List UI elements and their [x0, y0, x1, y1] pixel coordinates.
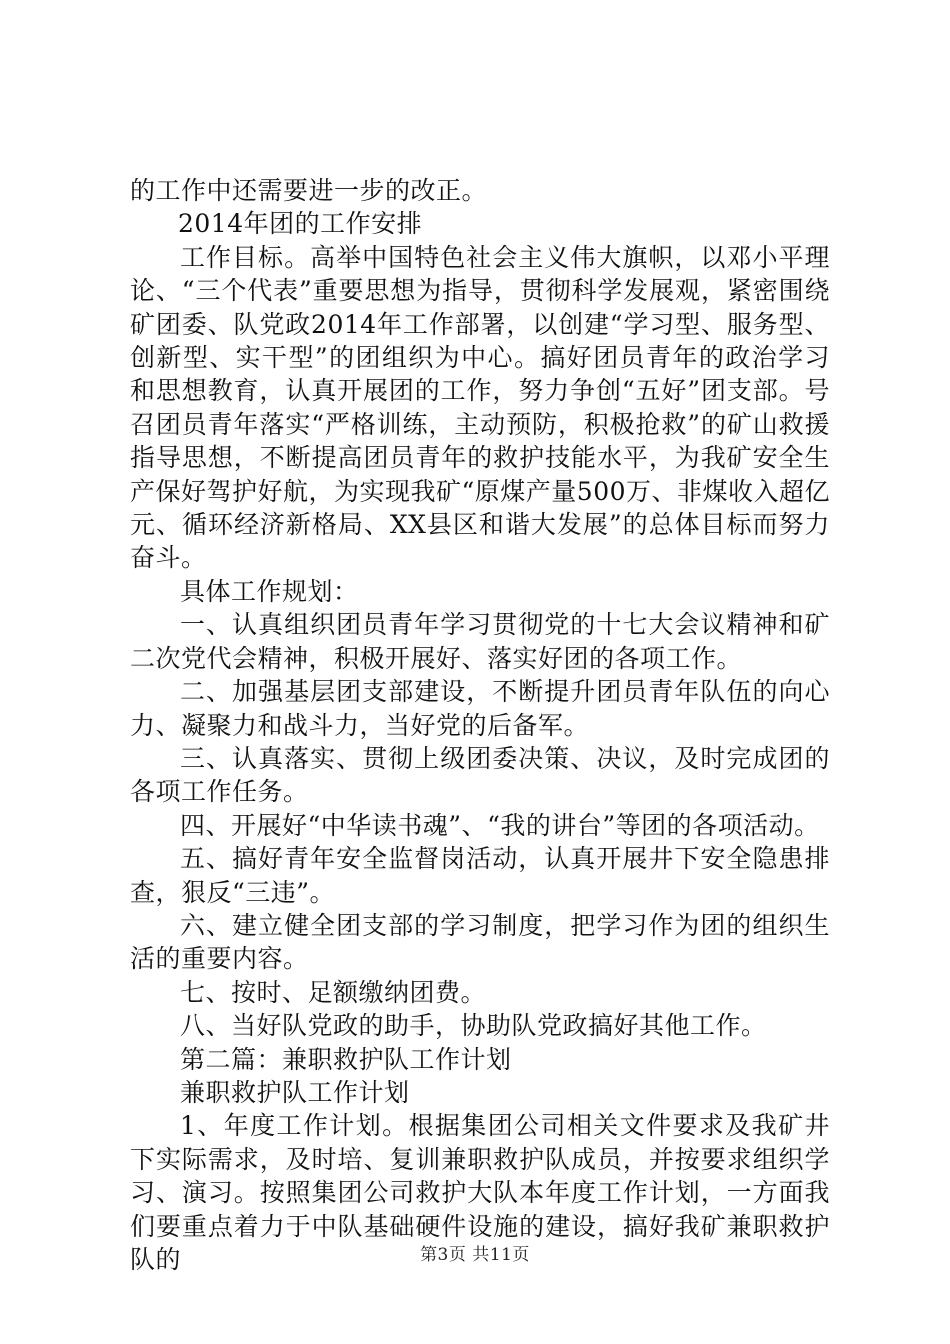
- paragraph-continuation: 的工作中还需要进一步的改正。: [130, 176, 488, 205]
- list-item-8: 八、当好队党政的助手，协助队党政搞好其他工作。: [180, 1011, 767, 1041]
- list-item-6: 六、建立健全团支部的学习制度，把学习作为团的组织生活的重要内容。: [130, 910, 830, 974]
- page-number-footer: 第3页 共11页: [420, 1245, 530, 1265]
- list-item-2: 二、加强基层团支部建设，不断提升团员青年队伍的向心力、凝聚力和战斗力，当好党的后备军。: [130, 677, 830, 740]
- paragraph-plan-heading: 具体工作规划：: [180, 576, 359, 606]
- paragraph-annual-plan: 1、年度工作计划。根据集团公司相关文件要求及我矿井下实际需求，及时培、复训兼职救护队成员，并按要求组织学习、演习。按照集团公司救护大队本年度工作计划，一方面我们要重点着力于中队基础硬件设施的建设，搞好我矿兼职救护队的: [130, 1111, 830, 1274]
- list-item-3: 三、认真落实、贯彻上级团委决策、决议，及时完成团的各项工作任务。: [130, 743, 830, 807]
- section-title-rescue-plan: 兼职救护队工作计划: [180, 1077, 410, 1107]
- document-body: [130, 174, 830, 1276]
- list-item-4: 四、开展好“中华读书魂”、“我的讲台”等团的各项活动。: [180, 810, 820, 840]
- list-item-1: 一、认真组织团员青年学习贯彻党的十七大会议精神和矿二次党代会精神，积极开展好、落实好团的各项工作。: [130, 610, 830, 673]
- paragraph-work-goal: 工作目标。高举中国特色社会主义伟大旗帜，以邓小平理论、“三个代表”重要思想为指导，贯彻科学发展观，紧密围绕矿团委、队党政2014年工作部署，以创建“学习型、服务型、创新型、实干型”的团组织为中心。搞好团员青年的政治学习和思想教育，认真开展团的工作，努力争创“五好”团支部。号召团员青年落实“严格训练，主动预防，积极抢救”的矿山救援指导思想，不断提高团员青年的救护技能水平，为我矿安全生产保好驾护好航，为实现我矿“原煤产量500万、非煤收入超亿元、循环经济新格局、XX县区和谐大发展”的总体目标而努力奋斗。: [130, 242, 831, 573]
- list-item-5: 五、搞好青年安全监督岗活动，认真开展井下安全隐患排查，狠反“三违”。: [130, 844, 830, 907]
- section-heading-2014-plan: 2014年团的工作安排: [178, 209, 423, 239]
- chapter-heading-part-two: 第二篇：兼职救护队工作计划: [180, 1044, 512, 1074]
- list-item-7: 七、按时、足额缴纳团费。: [180, 977, 487, 1007]
